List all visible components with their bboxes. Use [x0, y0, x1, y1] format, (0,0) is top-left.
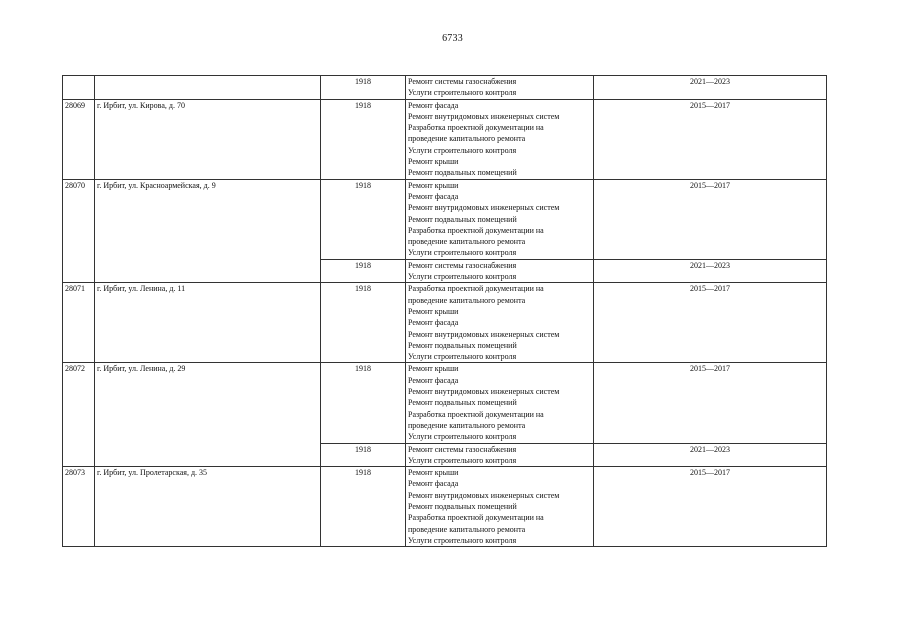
work-item: проведение капитального ремонта — [408, 237, 526, 247]
house-number-cell: 28070 — [63, 179, 95, 283]
work-item: Ремонт крыши — [408, 180, 459, 190]
build-year-cell: 1918 — [321, 363, 406, 443]
build-year-cell: 1918 — [321, 443, 406, 467]
address-cell: г. Ирбит, ул. Ленина, д. 29 — [95, 363, 321, 467]
work-item: проведение капитального ремонта — [408, 524, 526, 534]
work-item: Ремонт крыши — [408, 306, 459, 316]
work-item: проведение капитального ремонта — [408, 134, 526, 144]
work-item: Разработка проектной документации на — [408, 123, 544, 133]
period-cell: 2021—2023 — [594, 259, 827, 283]
period-cell: 2015—2017 — [594, 467, 827, 547]
work-item: Ремонт внутридомовых инженерных систем — [408, 203, 560, 213]
page-number: 6733 — [442, 33, 463, 44]
house-number-cell: 28069 — [63, 99, 95, 179]
work-item: Ремонт фасада — [408, 100, 459, 110]
table-row — [63, 76, 827, 100]
work-item: Ремонт внутридомовых инженерных систем — [408, 387, 560, 397]
table-row — [63, 179, 827, 259]
works-list-cell — [406, 443, 594, 467]
works-list-cell — [406, 259, 594, 283]
work-item: проведение капитального ремонта — [408, 295, 526, 305]
build-year-cell: 1918 — [321, 76, 406, 100]
work-item: Ремонт крыши — [408, 157, 459, 167]
period-cell: 2015—2017 — [594, 99, 827, 179]
period-cell: 2015—2017 — [594, 179, 827, 259]
repair-schedule-table — [62, 75, 827, 547]
work-item: Ремонт внутридомовых инженерных систем — [408, 111, 560, 121]
work-item: Ремонт подвальных помещений — [408, 501, 517, 511]
work-item: Разработка проектной документации на — [408, 225, 544, 235]
works-list-cell — [406, 179, 594, 259]
period-cell: 2021—2023 — [594, 443, 827, 467]
work-item: Разработка проектной документации на — [408, 284, 544, 294]
work-item: Услуги строительного контроля — [408, 535, 517, 545]
work-item: Разработка проектной документации на — [408, 513, 544, 523]
work-item: Ремонт системы газоснабжения — [408, 444, 517, 454]
period-cell: 2021—2023 — [594, 76, 827, 100]
address-cell: г. Ирбит, ул. Кирова, д. 70 — [95, 99, 321, 179]
work-item: Ремонт фасада — [408, 375, 459, 385]
address-cell: г. Ирбит, ул. Красноармейская, д. 9 — [95, 179, 321, 283]
work-item: Ремонт фасада — [408, 191, 459, 201]
work-item: Услуги строительного контроля — [408, 248, 517, 258]
address-cell: г. Ирбит, ул. Пролетарская, д. 35 — [95, 467, 321, 547]
work-item: Ремонт фасада — [408, 479, 459, 489]
work-item: Ремонт системы газоснабжения — [408, 260, 517, 270]
address-cell — [95, 76, 321, 100]
work-item: Услуги строительного контроля — [408, 432, 517, 442]
house-number-cell: 28073 — [63, 467, 95, 547]
work-item: Ремонт подвальных помещений — [408, 340, 517, 350]
works-list-cell — [406, 99, 594, 179]
work-item: Ремонт крыши — [408, 364, 459, 374]
table-row — [63, 99, 827, 179]
works-list-cell — [406, 363, 594, 443]
build-year-cell: 1918 — [321, 259, 406, 283]
table-row — [63, 467, 827, 547]
work-item: Услуги строительного контроля — [408, 352, 517, 362]
work-item: Ремонт крыши — [408, 468, 459, 478]
work-item: Ремонт подвальных помещений — [408, 168, 517, 178]
period-cell: 2015—2017 — [594, 363, 827, 443]
table-body — [63, 76, 827, 547]
work-item: Услуги строительного контроля — [408, 455, 517, 465]
work-item: Услуги строительного контроля — [408, 272, 517, 282]
table-row — [63, 363, 827, 443]
works-list-cell — [406, 467, 594, 547]
work-item: проведение капитального ремонта — [408, 420, 526, 430]
table-row — [63, 283, 827, 363]
works-list-cell — [406, 283, 594, 363]
house-number-cell: 28071 — [63, 283, 95, 363]
build-year-cell: 1918 — [321, 179, 406, 259]
address-cell: г. Ирбит, ул. Ленина, д. 11 — [95, 283, 321, 363]
work-item: Разработка проектной документации на — [408, 409, 544, 419]
build-year-cell: 1918 — [321, 99, 406, 179]
work-item: Услуги строительного контроля — [408, 88, 517, 98]
work-item: Ремонт внутридомовых инженерных систем — [408, 329, 560, 339]
work-item: Ремонт подвальных помещений — [408, 398, 517, 408]
build-year-cell: 1918 — [321, 283, 406, 363]
work-item: Ремонт фасада — [408, 318, 459, 328]
house-number-cell — [63, 76, 95, 100]
build-year-cell: 1918 — [321, 467, 406, 547]
work-item: Ремонт внутридомовых инженерных систем — [408, 490, 560, 500]
work-item: Ремонт подвальных помещений — [408, 214, 517, 224]
period-cell: 2015—2017 — [594, 283, 827, 363]
work-item: Ремонт системы газоснабжения — [408, 77, 517, 86]
house-number-cell: 28072 — [63, 363, 95, 467]
works-list-cell — [406, 76, 594, 100]
work-item: Услуги строительного контроля — [408, 145, 517, 155]
